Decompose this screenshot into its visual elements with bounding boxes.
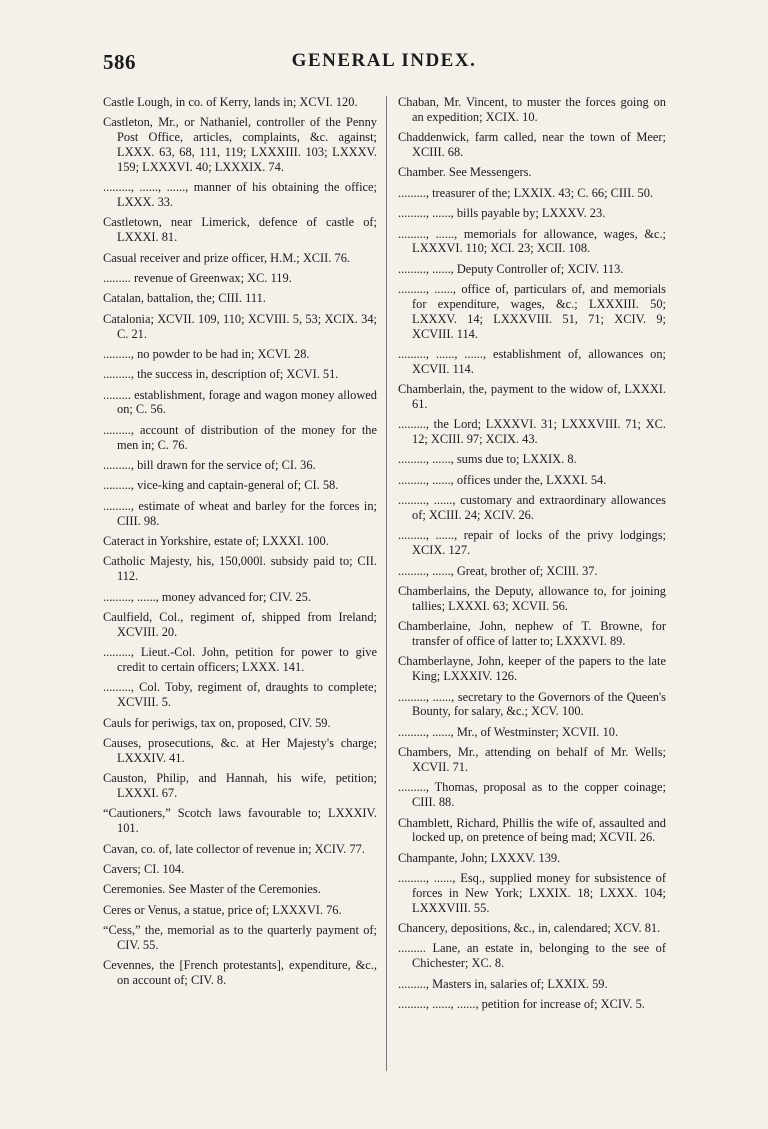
index-entry: Caulfield, Col., regiment of, shipped from Ireland; XCVIII. 20. — [103, 610, 377, 639]
index-entry: ........., ......, sums due to; LXXIX. 8. — [398, 452, 577, 467]
index-entry: ........., bill drawn for the service of; CI. 36. — [103, 458, 316, 473]
column-divider — [386, 96, 387, 1071]
index-entry: Causes, prosecutions, &c. at Her Majesty's charge; LXXXIV. 41. — [103, 735, 377, 765]
index-entry: ........., Thomas, proposal as to the copper coinage; CIII. 88. — [398, 780, 666, 810]
index-entry: ........., Col. Toby, regiment of, draughts to complete; XCVIII. 5. — [103, 680, 377, 710]
index-entry: ........., ......, secretary to the Governors of the Queen's Bounty, for salary, &c.; XCV. 100. — [398, 689, 666, 719]
index-entry: ........., Masters in, salaries of; LXXIX. 59. — [398, 976, 608, 991]
index-entry: Chamberlayne, John, keeper of the papers to the late King; LXXXIV. 126. — [398, 654, 666, 684]
index-entry: ........., ......, repair of locks of the privy lodgings; XCIX. 127. — [398, 528, 666, 558]
index-entry: Chambers, Mr., attending on behalf of Mr. Wells; XCVII. 71. — [398, 745, 666, 774]
index-entry: ........., ......, offices under the, LXXXI. 54. — [398, 472, 607, 487]
index-entry: ........., ......, money advanced for; CIV. 25. — [103, 589, 311, 604]
index-entry: ........., ......, memorials for allowance, wages, &c.; LXXXVI. 110; XCI. 23; XCII. 108. — [398, 226, 666, 256]
index-entry: ......... Lane, an estate in, belonging to the see of Chichester; XC. 8. — [398, 941, 666, 971]
index-entry: Chamblett, Richard, Phillis the wife of, assaulted and locked up, on pretence of being mad; XCVII. 26. — [398, 815, 666, 845]
index-entry: Cateract in Yorkshire, estate of; LXXXI. 100. — [103, 534, 329, 549]
index-entry: Causton, Philip, and Hannah, his wife, petition; LXXXI. 67. — [103, 771, 377, 800]
index-entry: Castletown, near Limerick, defence of castle of; LXXXI. 81. — [103, 215, 377, 245]
index-entry: Castle Lough, in co. of Kerry, lands in; XCVI. 120. — [103, 95, 358, 109]
index-entry: Cevennes, the [French protestants], expenditure, &c., on account of; CIV. 8. — [103, 958, 377, 988]
index-entry: Catalonia; XCVII. 109, 110; XCVIII. 5, 53; XCIX. 34; C. 21. — [103, 311, 377, 341]
index-entry: ........., ......, bills payable by; LXXXV. 23. — [398, 206, 606, 221]
index-entry: Chaddenwick, farm called, near the town of Meer; XCIII. 68. — [398, 130, 666, 159]
index-entry: Chaban, Mr. Vincent, to muster the forces going on an expedition; XCIX. 10. — [398, 95, 666, 124]
index-entry: Ceres or Venus, a statue, price of; LXXXVI. 76. — [103, 902, 342, 917]
index-entry: Chamberlain, the, payment to the widow of, LXXXI. 61. — [398, 382, 666, 411]
index-entry: ........., ......, Esq., supplied money for subsistence of forces in New York; LXXIX. 18; LXXX. 104; LXXXVIII. 55. — [398, 871, 666, 915]
index-entry: ........., ......, Deputy Controller of; XCIV. 113. — [398, 261, 624, 276]
index-entry: “Cess,” the, memorial as to the quarterly payment of; CIV. 55. — [103, 923, 377, 952]
index-entry: Chamber. See Messengers. — [398, 165, 532, 180]
index-entry: ........., ......, Great, brother of; XCIII. 37. — [398, 563, 598, 578]
index-entry: ........., ......, ......, establishment of, allowances on; XCVII. 114. — [398, 346, 666, 376]
running-head: GENERAL INDEX. — [291, 50, 477, 71]
index-entry: ........., vice-king and captain-general of; CI. 58. — [103, 478, 339, 493]
index-entry: ........., ......, Mr., of Westminster; XCVII. 10. — [398, 724, 619, 739]
index-entry: ........., ......, ......, manner of his obtaining the office; LXXX. 33. — [103, 180, 377, 209]
index-entry: ........., ......, ......, petition for increase of; XCIV. 5. — [398, 997, 645, 1012]
index-entry: Castleton, Mr., or Nathaniel, controller of the Penny Post Office, articles, complaints, &c. against; LXXX. 63, 68, 111, 119; LXXXIII. 103; LXXXV. 159; LXXXVI. 40; LXXXIX. 74. — [103, 115, 377, 174]
index-entry: ........., account of distribution of the money for the men in; C. 76. — [103, 422, 377, 452]
index-entry: ........., treasurer of the; LXXIX. 43; C. 66; CIII. 50. — [398, 185, 653, 200]
index-entry: Catalan, battalion, the; CIII. 111. — [103, 291, 266, 306]
index-entry: ......... establishment, forage and wagon money allowed on; C. 56. — [103, 387, 377, 417]
index-entry: ........., ......, office of, particulars of, and memorials for expenditure, wages, &c.; LXXXIII. 50; LXXXV. 14; LXXXVIII. 51, 71; XCIV. 9; XCVIII. 114. — [398, 282, 666, 341]
index-entry: Casual receiver and prize officer, H.M.; XCII. 76. — [103, 250, 350, 265]
index-entry: ........., the success in, description of; XCVI. 51. — [103, 367, 339, 382]
right-column — [398, 95, 666, 1017]
index-entry: Cavers; CI. 104. — [103, 861, 185, 876]
index-entry: Ceremonies. See Master of the Ceremonies. — [103, 882, 321, 897]
index-entry: Cavan, co. of, late collector of revenue in; XCIV. 77. — [103, 841, 365, 856]
index-entry: Cauls for periwigs, tax on, proposed, CIV. 59. — [103, 715, 331, 730]
index-entry: ........., estimate of wheat and barley for the forces in; CIII. 98. — [103, 498, 377, 528]
index-entry: Chamberlains, the Deputy, allowance to, for joining tallies; LXXXI. 63; XCVII. 56. — [398, 584, 666, 613]
index-entry: Champante, John; LXXXV. 139. — [398, 850, 561, 865]
index-entry: ........., ......, customary and extraordinary allowances of; XCIII. 24; XCIV. 26. — [398, 493, 666, 523]
left-column — [103, 95, 377, 993]
page-number: 586 — [103, 50, 136, 74]
index-entry: Chancery, depositions, &c., in, calendared; XCV. 81. — [398, 921, 661, 936]
index-entry: “Cautioners,” Scotch laws favourable to; LXXXIV. 101. — [103, 806, 377, 836]
index-entry: ......... revenue of Greenwax; XC. 119. — [103, 270, 292, 285]
index-entry: Chamberlaine, John, nephew of T. Browne, for transfer of office of latter to; LXXXVI. 89. — [398, 619, 666, 648]
index-entry: ........., Lieut.-Col. John, petition for power to give credit to certain officers; LXXX. 141. — [103, 645, 377, 674]
index-entry: Catholic Majesty, his, 150,000l. subsidy paid to; CII. 112. — [103, 554, 377, 584]
index-entry: ........., no powder to be had in; XCVI. 28. — [103, 346, 310, 361]
index-entry: ........., the Lord; LXXXVI. 31; LXXXVIII. 71; XC. 12; XCIII. 97; XCIX. 43. — [398, 417, 666, 447]
